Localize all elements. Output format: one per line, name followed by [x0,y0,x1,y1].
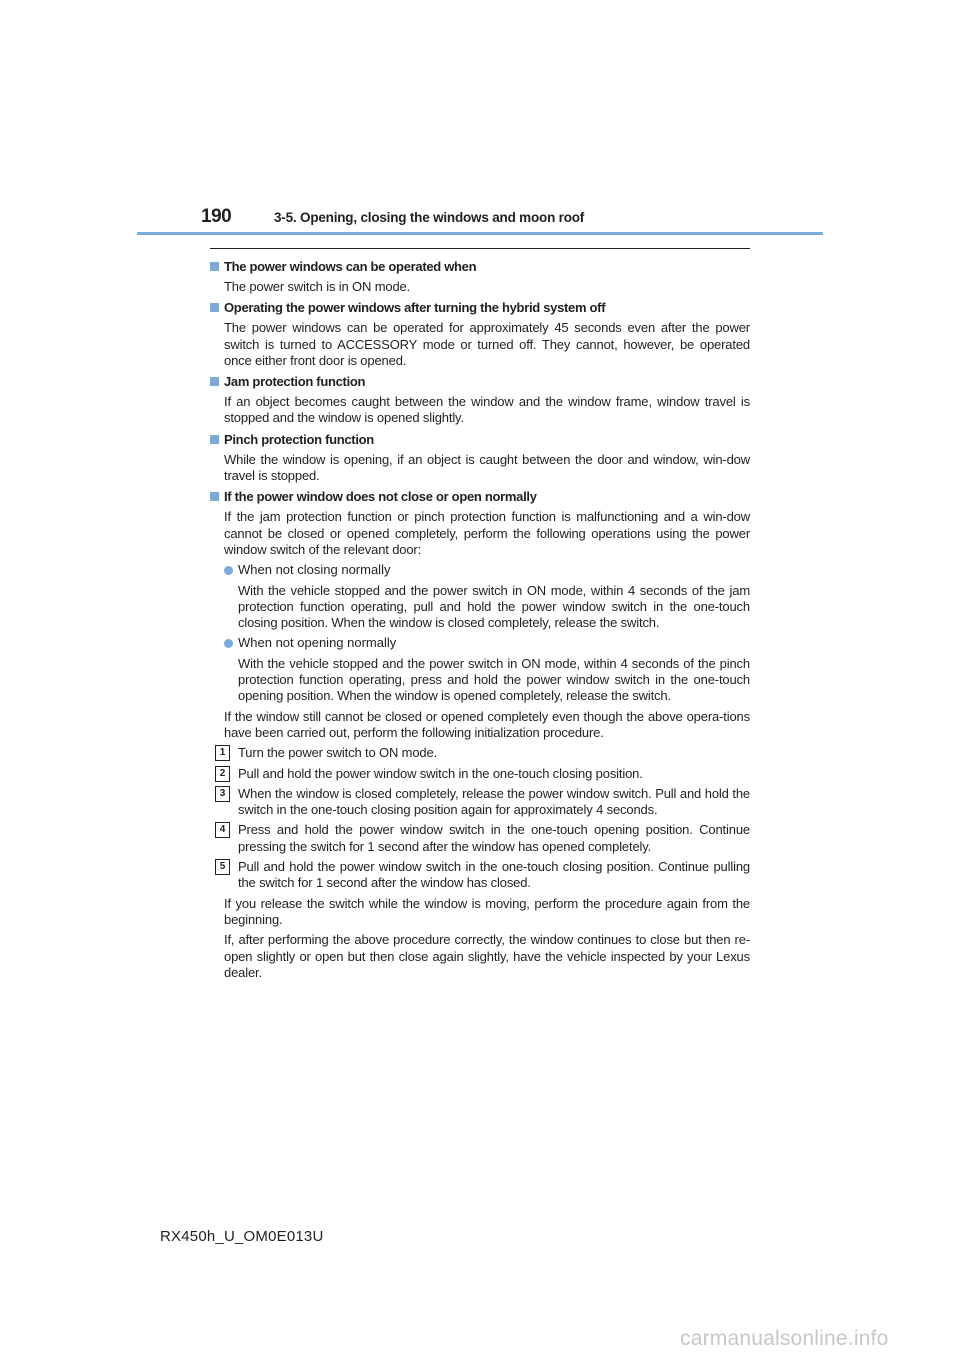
page-number: 190 [201,206,232,227]
square-bullet-icon [210,303,219,312]
section-heading: The power windows can be operated when [210,259,750,275]
bullet-text: With the vehicle stopped and the power switch in ON mode, within 4 seconds of the pinch protection function operating, press and hold the power window switch in the one-touch opening position. When the window is opened completely, release the switch. [238,655,750,704]
square-bullet-icon [210,262,219,271]
closing-note: If you release the switch while the window is moving, perform the procedure again from the beginning. [224,895,750,927]
bullet-text: With the vehicle stopped and the power switch in ON mode, within 4 seconds of the jam protection function operating, pull and hold the power window switch in the one-touch closing position. When the window is closed completely, release the switch. [238,582,750,631]
header-rule [137,232,823,235]
step-number-box: 3 [215,786,230,802]
closing-note: If, after performing the above procedure correctly, the window continues to close but then re-open slightly or open but then close again slightly, have the vehicle inspected by your Lexus dealer. [224,932,750,980]
step-item: 1 Turn the power switch to ON mode. [238,745,750,761]
circle-bullet-icon [224,566,233,575]
section-text: If the jam protection function or pinch protection function is malfunctioning and a win-dow cannot be closed or opened completely, perform the following operations using the power window switch of the relevant door: [224,509,750,557]
section-heading: If the power window does not close or open normally [210,489,750,505]
step-number-box: 5 [215,859,230,875]
section-text: The power windows can be operated for approximately 45 seconds even after the power switch is turned to ACCESSORY mode or turned off. They cannot, however, be operated once either front door is opened. [224,320,750,368]
bullet-item: When not closing normally [238,562,750,578]
content-area [210,248,750,981]
step-number-box: 1 [215,745,230,761]
step-number-box: 2 [215,766,230,782]
section-text: The power switch is in ON mode. [224,279,411,294]
square-bullet-icon [210,492,219,501]
content-divider [210,248,750,249]
section-text: If an object becomes caught between the window and the window frame, window travel is stopped and the window is opened slightly. [224,394,750,426]
section-heading: Jam protection function [210,374,750,390]
document-code: RX450h_U_OM0E013U [160,1228,324,1245]
init-intro: If the window still cannot be closed or opened completely even though the above opera-tions have been carried out, perform the following initialization procedure. [224,708,750,740]
section-heading: Operating the power windows after turning the hybrid system off [210,300,750,316]
step-number-box: 4 [215,822,230,838]
square-bullet-icon [210,377,219,386]
step-item: 4 Press and hold the power window switch in the one-touch opening position. Continue pressing the switch for 1 second after the window has opened completely. [238,822,750,855]
page-header [137,200,823,236]
bullet-item: When not opening normally [238,635,750,651]
square-bullet-icon [210,435,219,444]
step-item: 3 When the window is closed completely, release the power window switch. Pull and hold the switch in the one-touch closing position again for approximately 4 seconds. [238,786,750,819]
section-title: 3-5. Opening, closing the windows and moon roof [274,210,585,225]
watermark: carmanualsonline.info [680,1327,889,1350]
circle-bullet-icon [224,639,233,648]
step-item: 5 Pull and hold the power window switch in the one-touch closing position. Continue pulling the switch for 1 second after the window has closed. [238,859,750,892]
section-heading: Pinch protection function [210,432,750,448]
section-text: While the window is opening, if an object is caught between the door and window, win-dow travel is stopped. [224,451,750,484]
step-item: 2 Pull and hold the power window switch in the one-touch closing position. [238,766,750,782]
